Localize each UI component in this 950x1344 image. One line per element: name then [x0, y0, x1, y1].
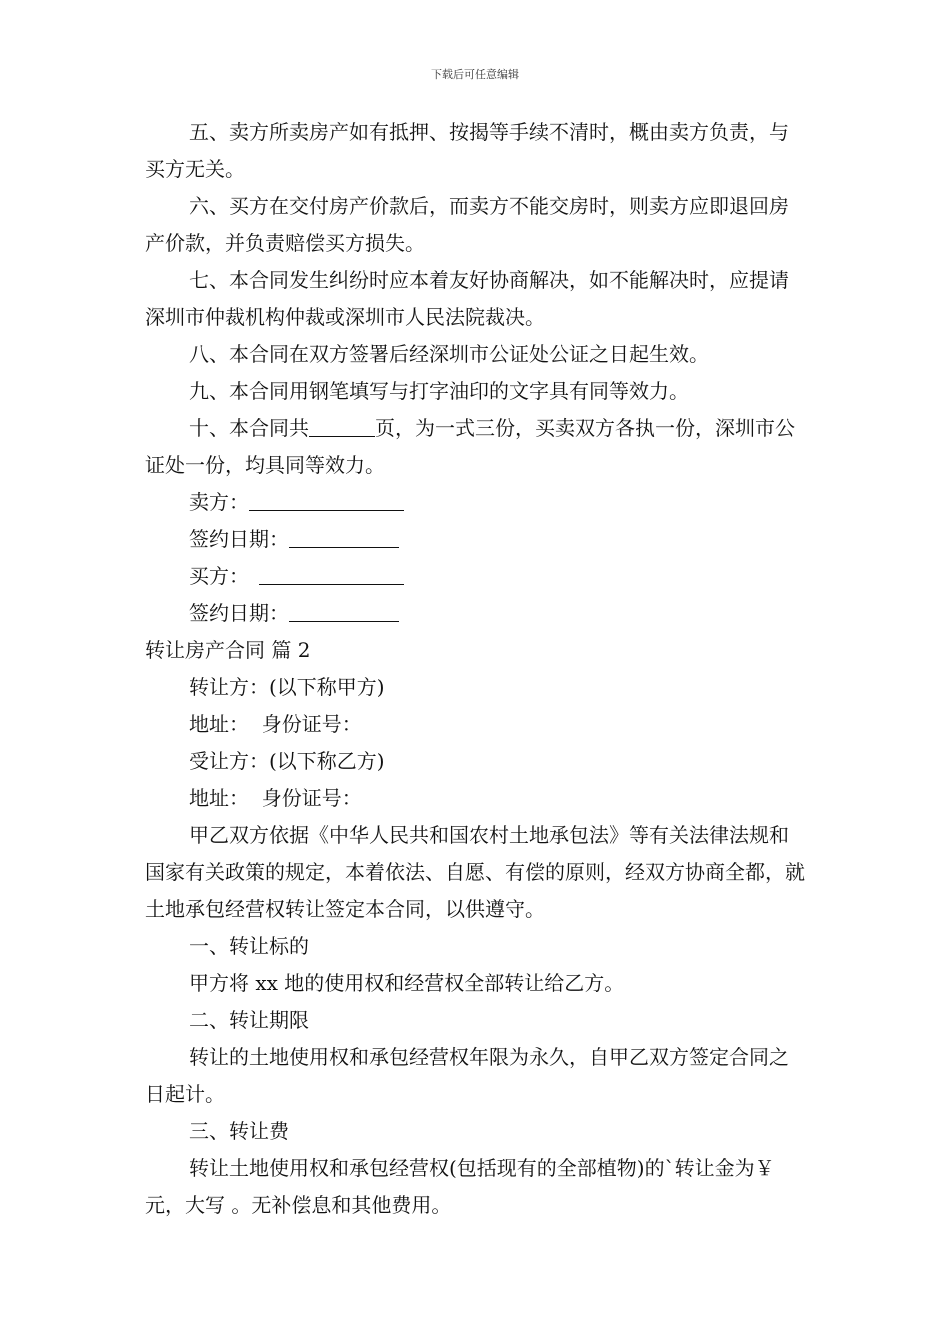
item-2-body: 转让的土地使用权和承包经营权年限为永久，自甲乙双方签定合同之日起计。 [145, 1045, 789, 1106]
seller-label: 卖方： [189, 490, 249, 514]
item-1-title: 一、转让标的 [189, 934, 309, 958]
seller-signature-line [145, 484, 807, 521]
transferee-address-line: 地址： 身份证号： [189, 786, 362, 810]
clause-10 [145, 410, 807, 484]
buyer-blank [259, 562, 404, 585]
item-3-body: 转让土地使用权和承包经营权(包括现有的全部植物)的`转让金为￥ 元，大写 。无补偿息和其他费用。 [145, 1156, 775, 1217]
document-body [145, 114, 807, 1224]
section-2-heading: 转让房产合同 篇 2 [145, 638, 311, 662]
transferor-line: 转让方：(以下称甲方) [189, 675, 385, 699]
buyer-label: 买方： [189, 564, 249, 588]
item-1-body: 甲方将 xx 地的使用权和经营权全部转让给乙方。 [189, 971, 625, 995]
seller-blank [249, 488, 404, 511]
page-header: 下载后可任意编辑 [431, 68, 519, 81]
clause-9: 九、本合同用钢笔填写与打字油印的文字具有同等效力。 [189, 379, 689, 403]
item-3-title: 三、转让费 [189, 1119, 289, 1143]
sign-date-label-2: 签约日期： [189, 601, 289, 625]
page-count-blank [309, 414, 375, 437]
sign-date-line-1 [145, 521, 807, 558]
buyer-signature-line [145, 558, 807, 595]
clause-10-part-a: 十、本合同共 [189, 416, 309, 440]
sign-date-blank-2 [289, 599, 399, 622]
clause-5: 五、卖方所卖房产如有抵押、按揭等手续不清时，概由卖方负责，与买方无关。 [145, 120, 789, 181]
intro-paragraph: 甲乙双方依据《中华人民共和国农村土地承包法》等有关法律法规和国家有关政策的规定，本着依法、自愿、有偿的原则，经双方协商全都，就土地承包经营权转让签定本合同，以供遵守。 [145, 823, 805, 921]
clause-7: 七、本合同发生纠纷时应本着友好协商解决，如不能解决时，应提请深圳市仲裁机构仲裁或深圳市人民法院裁决。 [145, 268, 789, 329]
transferee-line: 受让方：(以下称乙方) [189, 749, 385, 773]
clause-6: 六、买方在交付房产价款后，而卖方不能交房时，则卖方应即退回房产价款，并负责赔偿买方损失。 [145, 194, 789, 255]
item-2-title: 二、转让期限 [189, 1008, 309, 1032]
clause-10-part-b: 页，为一式三份，买卖双方各执一份，深圳市公证处一份，均具同等效力。 [145, 416, 795, 477]
transferor-address-line: 地址： 身份证号： [189, 712, 362, 736]
sign-date-label-1: 签约日期： [189, 527, 289, 551]
sign-date-blank-1 [289, 525, 399, 548]
sign-date-line-2 [145, 595, 807, 632]
clause-8: 八、本合同在双方签署后经深圳市公证处公证之日起生效。 [189, 342, 709, 366]
